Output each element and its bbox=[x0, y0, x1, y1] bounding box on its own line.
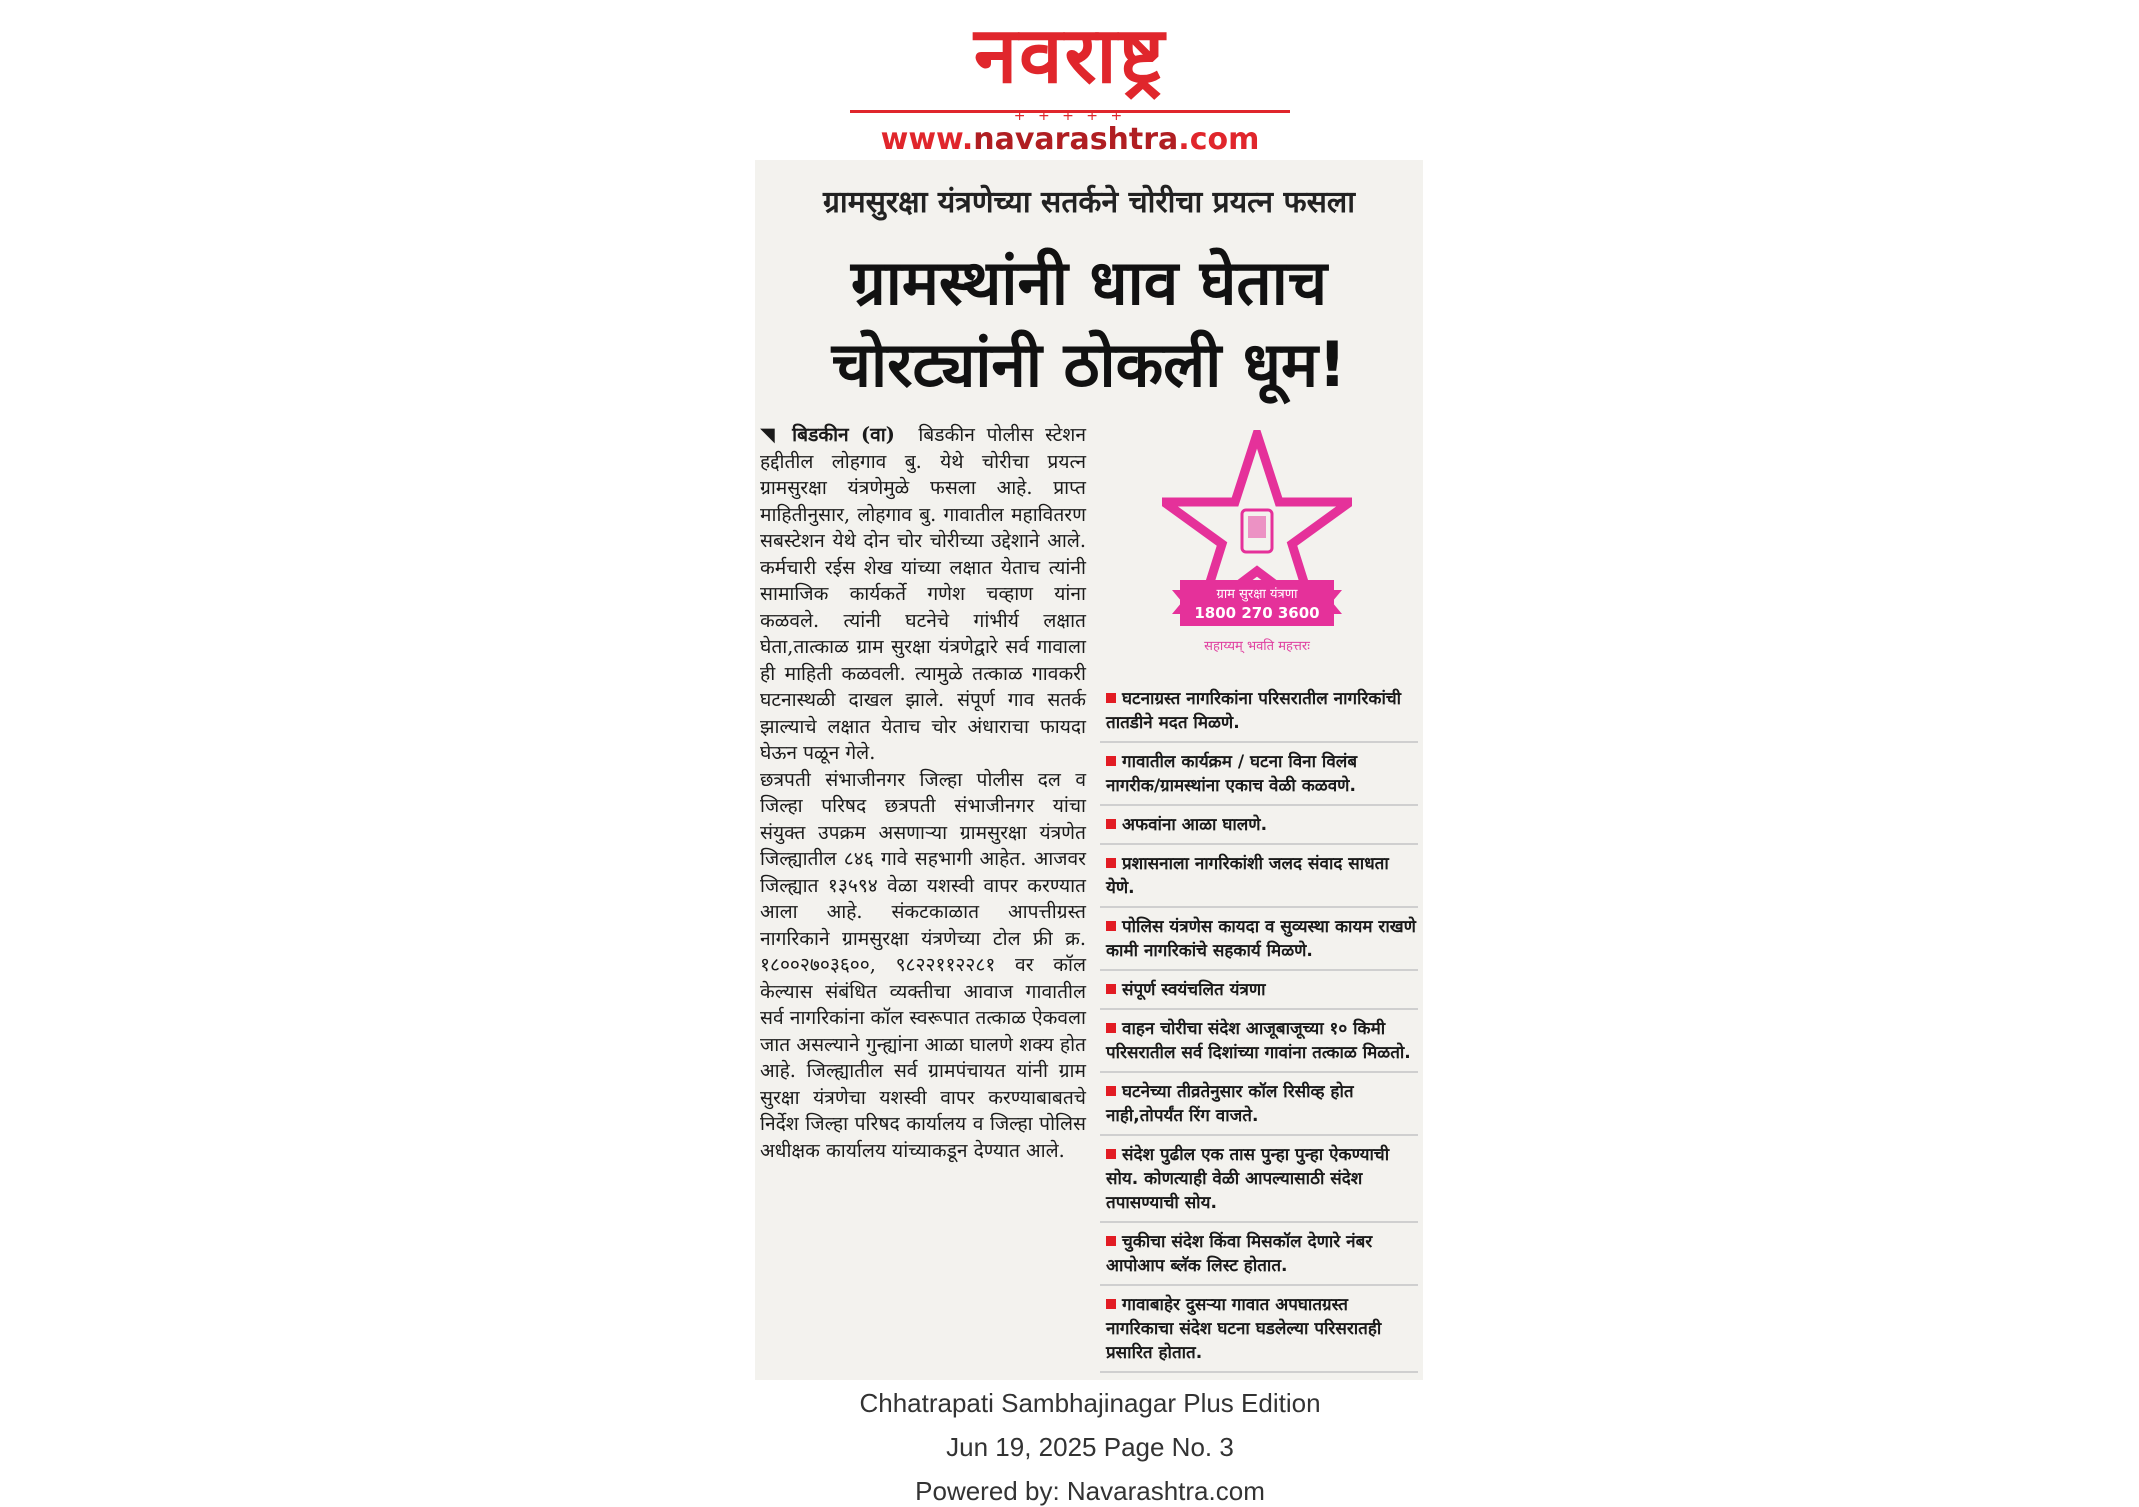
list-item bbox=[1100, 908, 1418, 971]
list-item-text: पोलिस यंत्रणेस कायदा व सुव्यस्था कायम राखणे कामी नागरिकांचे सहकार्य मिळणे. bbox=[1106, 917, 1416, 961]
bullet-square-icon bbox=[1106, 984, 1116, 994]
list-item-text: घटनेच्या तीव्रतेनुसार कॉल रिसीव्ह होत नाही,तोपर्यंत रिंग वाजते. bbox=[1106, 1082, 1354, 1126]
list-item-text: संदेश पुढील एक तास पुन्हा पुन्हा ऐकण्याची सोय. कोणत्याही वेळी आपल्यासाठी संदेश तपासण्याची सोय. bbox=[1106, 1145, 1390, 1213]
list-item-text: संपूर्ण स्वयंचलित यंत्रणा bbox=[1122, 980, 1266, 1000]
triangle-marker-icon: ◥ bbox=[760, 423, 793, 446]
emblem-caption: सहाय्यम् भवति महत्तरः bbox=[1204, 639, 1310, 654]
list-item bbox=[1100, 743, 1418, 806]
emblem-phone-number: 1800 270 3600 bbox=[1194, 604, 1320, 622]
sidebar-box bbox=[1100, 422, 1418, 1372]
newspaper-logo: नवराष्ट्र bbox=[973, 11, 1167, 101]
edition-label: Chhatrapati Sambhajinagar Plus Edition bbox=[859, 1388, 1321, 1418]
logo-stars: + + + + + bbox=[1013, 108, 1127, 124]
list-item bbox=[1100, 1073, 1418, 1136]
masthead bbox=[840, 10, 1300, 160]
bullet-square-icon bbox=[1106, 756, 1116, 766]
list-item-text: घटनाग्रस्त नागरिकांना परिसरातील नागरिकांची तातडीने मदत मिळणे. bbox=[1106, 689, 1402, 733]
article-headline bbox=[765, 242, 1413, 406]
date-page-label: Jun 19, 2025 Page No. 3 bbox=[946, 1432, 1234, 1462]
article-body bbox=[760, 422, 1086, 1382]
gram-suraksha-emblem bbox=[1162, 430, 1352, 660]
dateline: बिडकीन (वा) bbox=[792, 423, 895, 446]
bullet-square-icon bbox=[1106, 1149, 1116, 1159]
list-item bbox=[1100, 971, 1418, 1010]
bullet-square-icon bbox=[1106, 1023, 1116, 1033]
bullet-square-icon bbox=[1106, 921, 1116, 931]
list-item bbox=[1100, 680, 1418, 743]
list-item bbox=[1100, 845, 1418, 908]
star-emblem-icon bbox=[1162, 430, 1352, 640]
bullet-square-icon bbox=[1106, 1086, 1116, 1096]
paragraph-1-text: बिडकीन पोलीस स्टेशन हद्दीतील लोहगाव बु. येथे चोरीचा प्रयत्न ग्रामसुरक्षा यंत्रणेमुळे फसला आहे. प्राप्त माहितीनुसार, लोहगाव बु. गावातील महावितरण सबस्टेशन येथे दोन चोर चोरीच्या उद्देशाने आले. कर्मचारी रईस शेख यांच्या लक्षात येताच त्यांनी सामाजिक कार्यकर्ते गणेश चव्हाण यांना कळवले. त्यांनी घटनेचे गांभीर्य लक्षात घेता,तात्काळ ग्राम सुरक्षा यंत्रणेद्वारे सर्व गावाला ही माहिती कळवली. त्यामुळे तत्काळ गावकरी घटनास्थळी दाखल झाले. संपूर्ण गाव सतर्क झाल्याचे लक्षात येताच चोर अंधाराचा फायदा घेऊन पळून गेले. bbox=[760, 423, 1086, 764]
headline-line-2: चोरट्यांनी ठोकली धूम! bbox=[831, 328, 1347, 401]
list-item-text: गावाबाहेर दुसऱ्या गावात अपघातग्रस्त नागरिकाचा संदेश घटना घडलेल्या परिसरातही प्रसारित होतात. bbox=[1106, 1295, 1382, 1363]
article-paragraph-1 bbox=[760, 422, 1086, 767]
url-prefix: www. bbox=[880, 122, 974, 157]
url-suffix: .com bbox=[1178, 122, 1260, 157]
list-item bbox=[1100, 1223, 1418, 1286]
bullet-square-icon bbox=[1106, 693, 1116, 703]
bullet-square-icon bbox=[1106, 1236, 1116, 1246]
emblem-banner-title: ग्राम सुरक्षा यंत्रणा bbox=[1216, 587, 1298, 602]
article-clipping bbox=[755, 160, 1423, 1380]
list-item-text: प्रशासनाला नागरिकांशी जलद संवाद साधता येणे. bbox=[1106, 854, 1389, 898]
list-item-text: वाहन चोरीचा संदेश आजूबाजूच्या १० किमी परिसरातील सर्व दिशांच्या गावांना तत्काळ मिळतो. bbox=[1106, 1019, 1411, 1063]
bullet-square-icon bbox=[1106, 1299, 1116, 1309]
website-link[interactable] bbox=[840, 122, 1300, 157]
list-item bbox=[1100, 806, 1418, 845]
benefits-list bbox=[1100, 680, 1418, 1373]
bullet-square-icon bbox=[1106, 819, 1116, 829]
list-item bbox=[1100, 1010, 1418, 1073]
article-kicker: ग्रामसुरक्षा यंत्रणेच्या सतर्कने चोरीचा प्रयत्न फसला bbox=[823, 185, 1355, 220]
bullet-square-icon bbox=[1106, 858, 1116, 868]
list-item-text: गावातील कार्यक्रम / घटना विना विलंब नागरीक/ग्रामस्थांना एकाच वेळी कळवणे. bbox=[1106, 752, 1358, 796]
powered-by-label: Powered by: Navarashtra.com bbox=[915, 1476, 1265, 1506]
list-item-text: अफवांना आळा घालणे. bbox=[1122, 815, 1268, 835]
headline-line-1: ग्रामस्थांनी धाव घेताच bbox=[850, 246, 1328, 319]
url-brand: navarashtra bbox=[973, 122, 1179, 157]
article-paragraph-2: छत्रपती संभाजीनगर जिल्हा पोलीस दल व जिल्हा परिषद छत्रपती संभाजीनगर यांचा संयुक्त उपक्रम असणाऱ्या ग्रामसुरक्षा यंत्रणेत जिल्ह्यातील ८४६ गावे सहभागी आहेत. आजवर जिल्ह्यात १३५९४ वेळा यशस्वी वापर करण्यात आला आहे. संकटकाळात आपत्तीग्रस्त नागरिकाने ग्रामसुरक्षा यंत्रणेच्या टोल फ्री क्र. १८००२७०३६००, ९८२२११२२८१ वर कॉल केल्यास संबंधित व्यक्तीचा आवाज गावातील सर्व नागरिकांना कॉल स्वरूपात तत्काळ ऐकवला जात असल्याने गुन्ह्यांना आळा घालणे शक्य होत आहे. जिल्ह्यातील सर्व ग्रामपंचायत यांनी ग्राम सुरक्षा यंत्रणेचा यशस्वी वापर करण्याबाबतचे निर्देश जिल्हा परिषद कार्यालय व जिल्हा पोलिस अधीक्षक कार्यालय यांच्याकडून देण्यात आले. bbox=[760, 767, 1086, 1162]
list-item bbox=[1100, 1286, 1418, 1373]
list-item-text: चुकीचा संदेश किंवा मिसकॉल देणारे नंबर आपोआप ब्लॅक लिस्ट होतात. bbox=[1106, 1232, 1373, 1276]
list-item bbox=[1100, 1136, 1418, 1223]
